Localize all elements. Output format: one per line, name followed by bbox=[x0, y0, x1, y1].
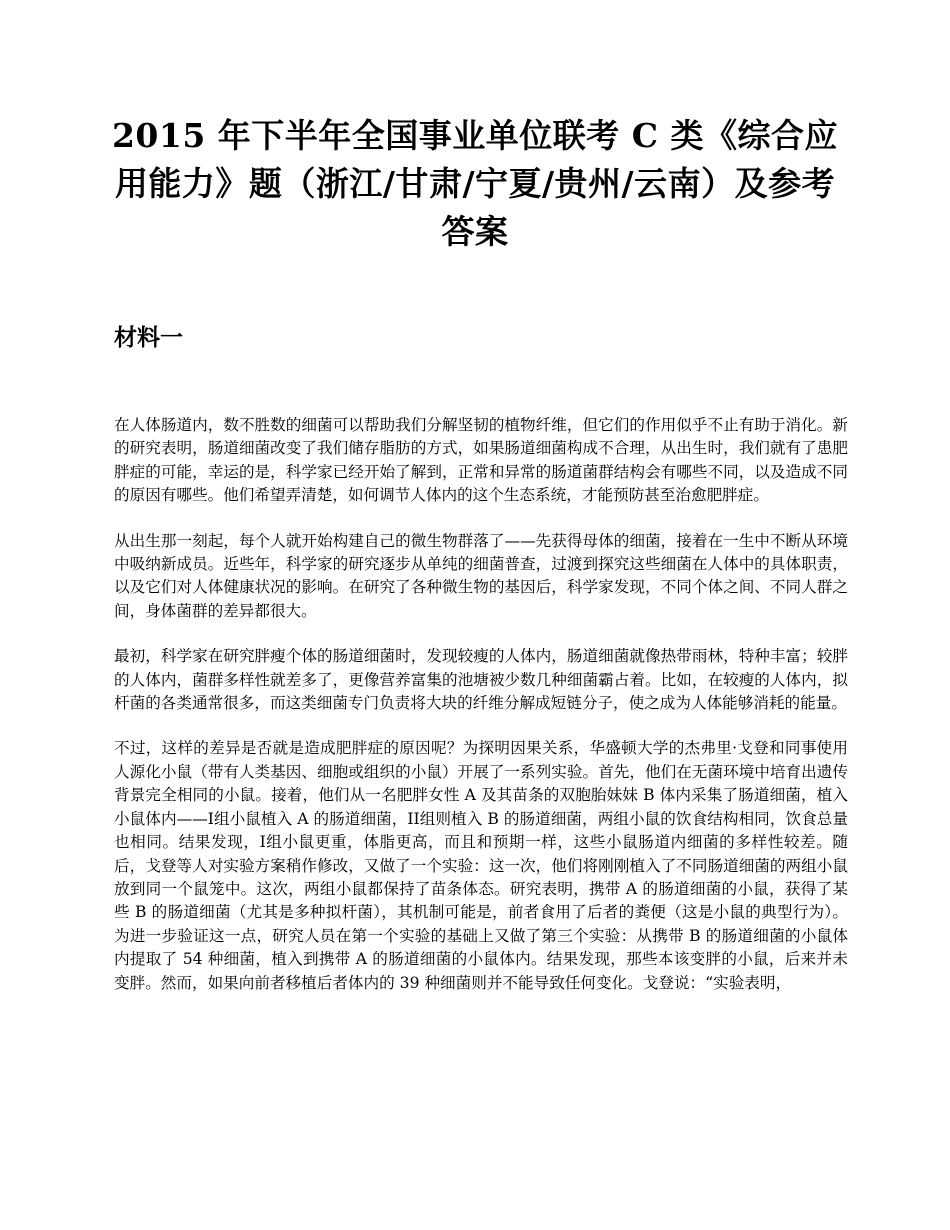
paragraph: 在人体肠道内，数不胜数的细菌可以帮助我们分解坚韧的植物纤维，但它们的作用似乎不止有助于消化。新的研究表明，肠道细菌改变了我们储存脂肪的方式，如果肠道细菌构成不合理，从出生时，我们就有了患肥胖症的可能，幸运的是，科学家已经开始了解到，正常和异常的肠道菌群结构会有哪些不同，以及造成不同的原因有哪些。他们希望弄清楚，如何调节人体内的这个生态系统，才能预防甚至治愈肥胖症。 bbox=[114, 416, 848, 505]
document-title: 2015 年下半年全国事业单位联考 C 类《综合应用能力》题（浙江/甘肃/宁夏/贵州/云南）及参考答案 bbox=[111, 116, 839, 251]
paragraph: 最初，科学家在研究胖瘦个体的肠道细菌时，发现较瘦的人体内，肠道细菌就像热带雨林，特种丰富；较胖的人体内，菌群多样性就差多了，更像营养富集的池塘被少数几种细菌霸占着。比如，在较瘦的人体内，拟杆菌的各类通常很多，而这类细菌专门负责将大块的纤维分解成短链分子，使之成为人体能够消耗的能量。 bbox=[114, 647, 848, 713]
paragraph: 不过，这样的差异是否就是造成肥胖症的原因呢？为探明因果关系，华盛顿大学的杰弗里·戈登和同事使用人源化小鼠（带有人类基因、细胞或组织的小鼠）开展了一系列实验。首先，他们在无菌环境中培育出遗传背景完全相同的小鼠。接着，他们从一名肥胖女性 A 及其苗条的双胞胎妹妹 B 体内采集了肠道细菌，植入小鼠体内——I组小鼠植入 A 的肠道细菌，II组则植入 B 的肠道细菌，两组小鼠的饮食结构相同，饮食总量也相同。结果发现，I组小鼠更重，体脂更高，而且和预期一样，这些小鼠肠道内细菌的多样性较差。随后，戈登等人对实验方案稍作修改，又做了一个实验：这一次，他们将刚刚植入了不同肠道细菌的两组小鼠放到同一个鼠笼中。这次，两组小鼠都保持了苗条体态。研究表明，携带 A 的肠道细菌的小鼠，获得了某些 B 的肠道细菌（尤其是多种拟杆菌），其机制可能是，前者食用了后者的粪便（这是小鼠的典型行为）。为进一步验证这一点，研究人员在第一个实验的基础上又做了第三个实验：从携带 B 的肠道细菌的小鼠体内提取了 54 种细菌，植入到携带 A 的肠道细菌的小鼠体内。结果发现，那些本该变胖的小鼠，后来并未变胖。然而，如果向前者移植后者体内的 39 种细菌则并不能导致任何变化。戈登说：“实验表明， bbox=[114, 739, 848, 992]
body-text bbox=[114, 414, 848, 1017]
section-heading: 材料一 bbox=[114, 324, 183, 351]
paragraph: 从出生那一刻起，每个人就开始构建自己的微生物群落了——先获得母体的细菌，接着在一生中不断从环境中吸纳新成员。近些年，科学家的研究逐步从单纯的细菌普查，过渡到探究这些细菌在人体中的具体职责，以及它们对人体健康状况的影响。在研究了各种微生物的基因后，科学家发现，不同个体之间、不同人群之间，身体菌群的差异都很大。 bbox=[114, 531, 848, 620]
